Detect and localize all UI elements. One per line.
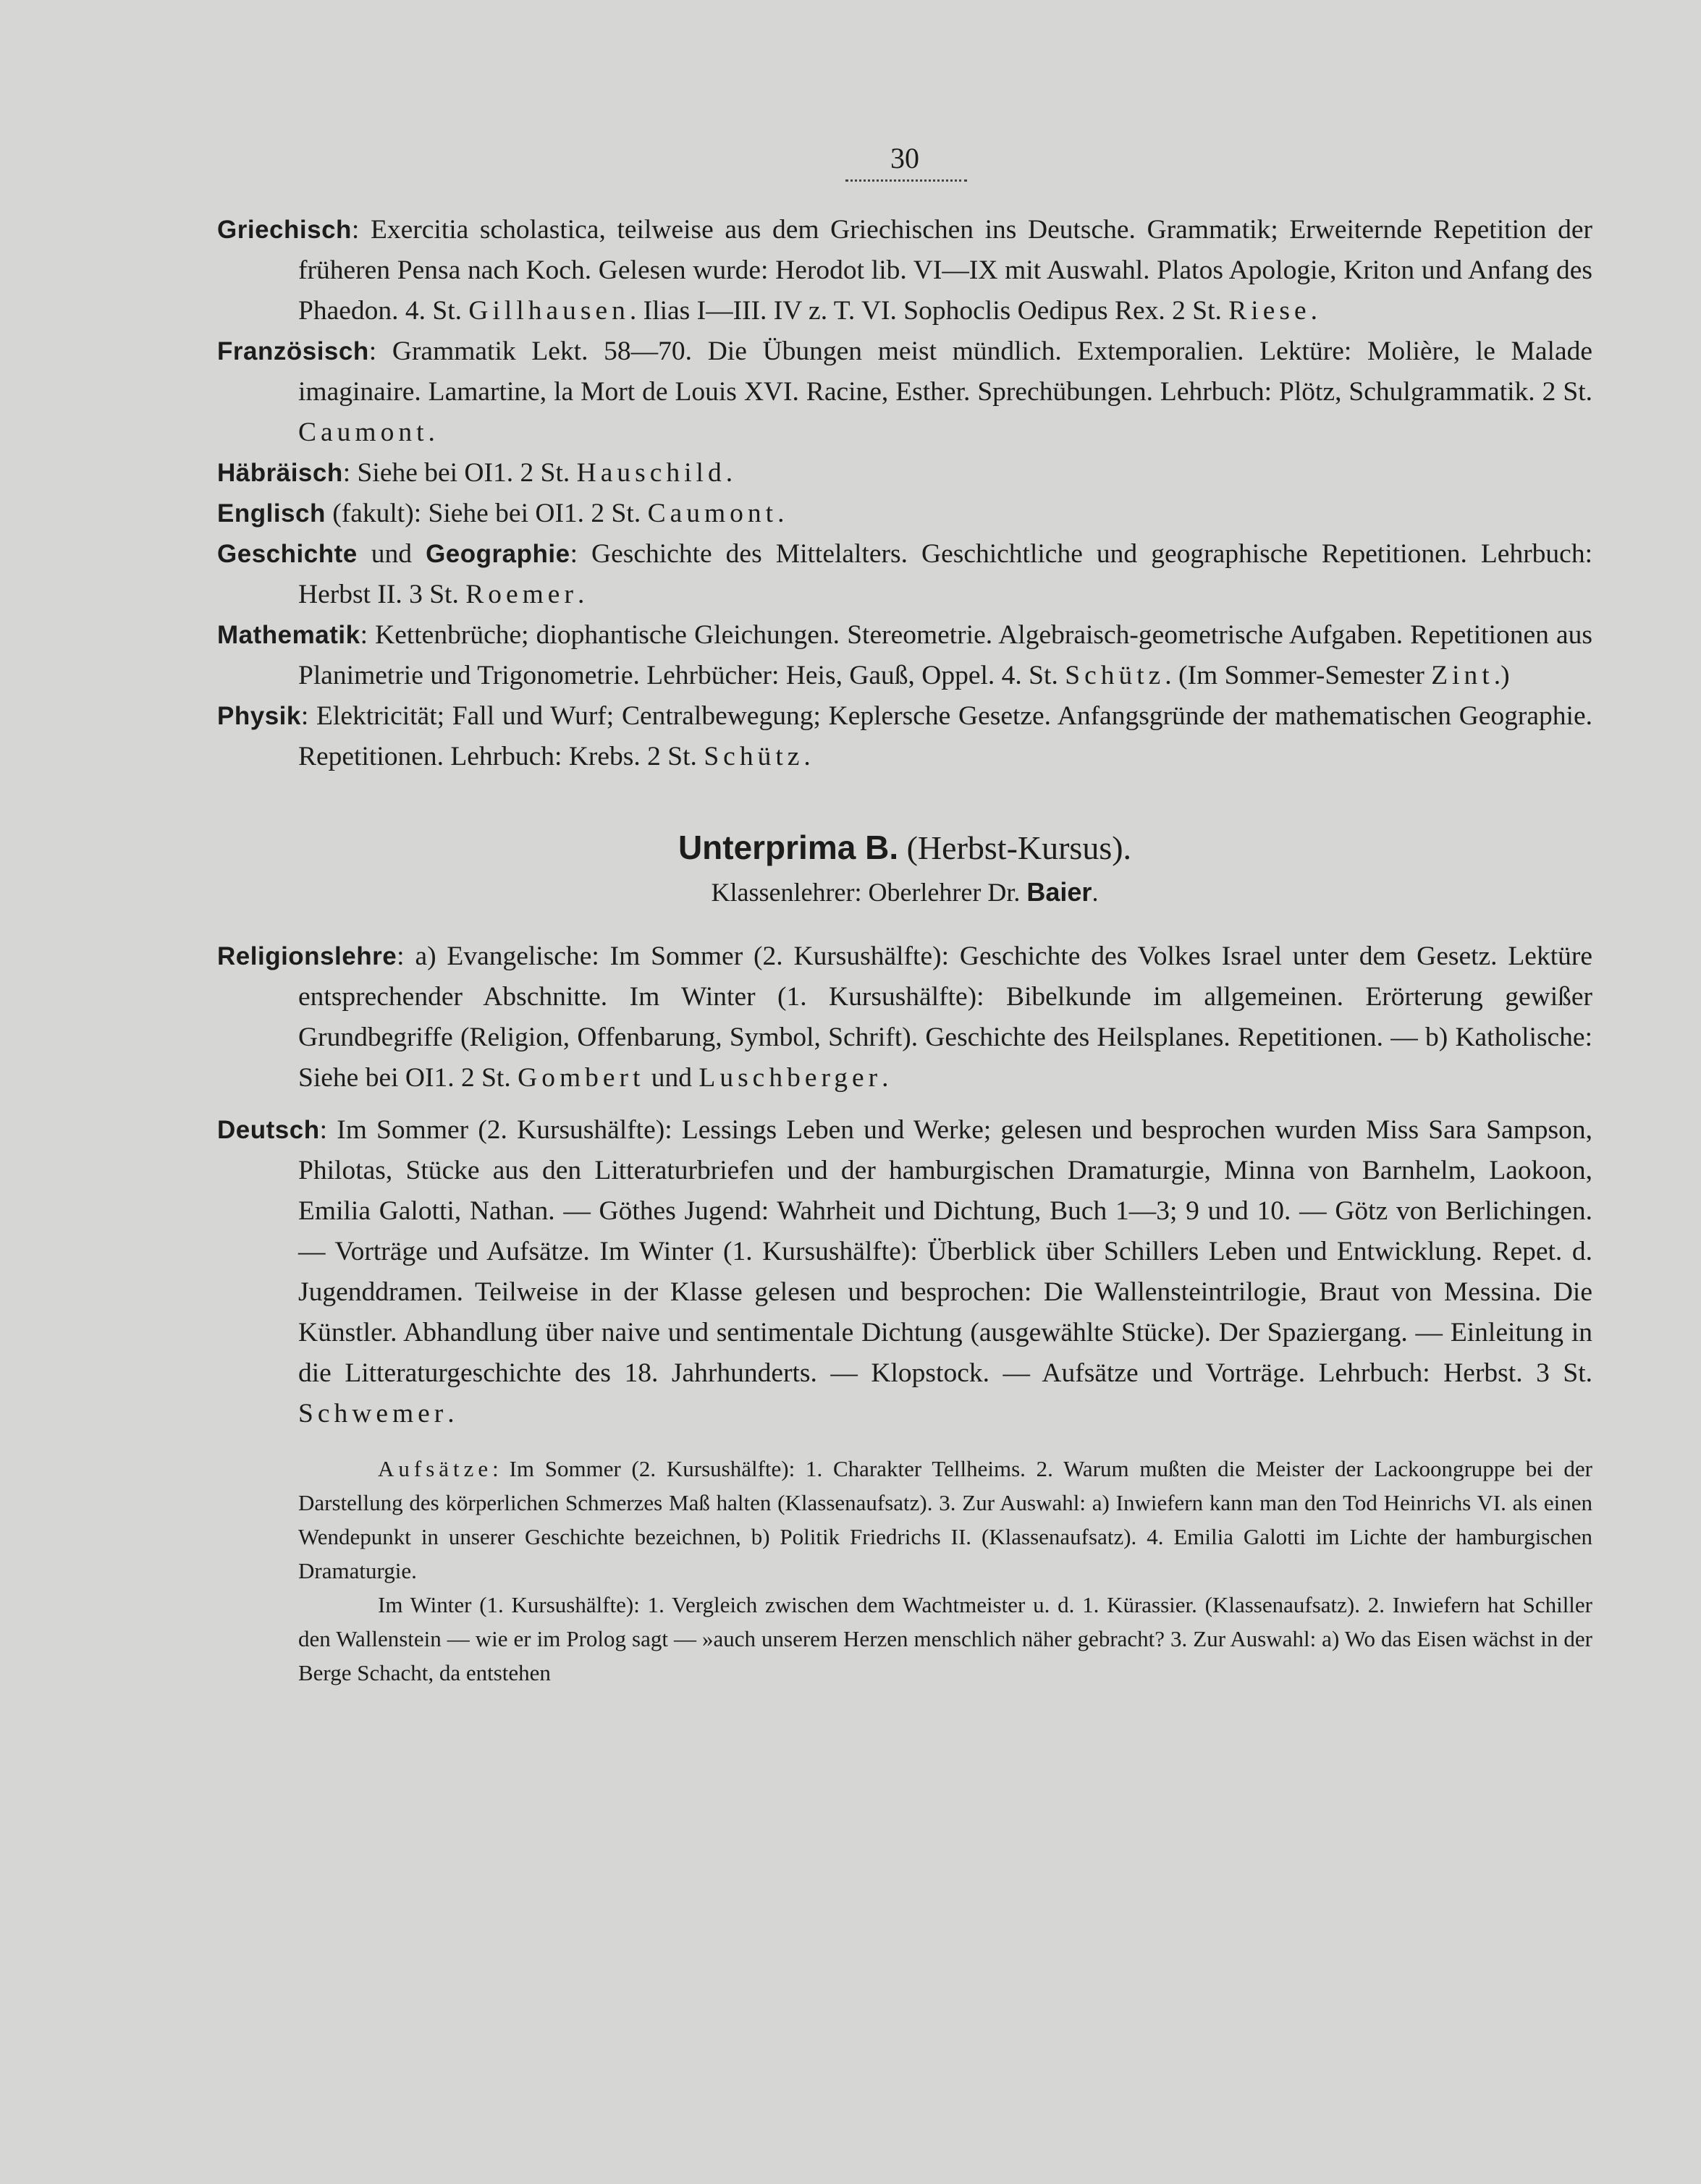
entry-end: . <box>577 580 585 609</box>
entry-text: und <box>644 1063 699 1093</box>
entry-end: . <box>777 499 785 528</box>
subject-label: Englisch <box>217 499 326 528</box>
essay-text: : Im Sommer (2. Kursushälfte): 1. Charakter Tellheims. 2. Warum mußten die Meister der Lackoongruppe bei der Darstellung des körperlichen Schmerzes Maß halten (Klassenaufsatz). 3. Zur Auswahl: a) Inwiefern kann man den Tod Heinrichs VI. als einen Wendepunkt in unserer Geschichte bezeichnen, b) Politik Friedrichs II. (Klassenaufsatz). 4. Emilia Galotti im Lichte der hamburgischen Dramaturgie. <box>298 1456 1592 1583</box>
entry-religionslehre <box>217 936 1592 1099</box>
essay-label: Aufsätze <box>378 1456 493 1481</box>
class-teacher-label: Klassenlehrer: Oberlehrer Dr. <box>711 878 1027 907</box>
entry-hebraeisch <box>217 453 1592 494</box>
entry-text: . Ilias I—III. IV z. T. VI. Sophoclis Oedipus Rex. 2 St. <box>629 296 1229 326</box>
essay-topics <box>298 1452 1592 1690</box>
teacher-name: Gillhausen <box>468 296 630 326</box>
entry-deutsch <box>217 1110 1592 1434</box>
teacher-name: Caumont <box>298 418 429 447</box>
teacher-name: Schütz <box>704 742 804 771</box>
entry-end: . <box>447 1399 455 1429</box>
entry-text: : a) Evangelische: Im Sommer (2. Kursushälfte): Geschichte des Volkes Israel unter dem Gesetz. Lektüre entsprechender Abschnitte. Im Winter (1. Kursushälfte): Bibelkunde im allgemeinen. Erörterung gewißer Grundbegriffe (Religion, Offenbarung, Symbol, Schrift). Geschichte des Heilsplanes. Repetitionen. — b) Katholische: Siehe bei OI1. 2 St. <box>298 941 1592 1093</box>
subject-label: Mathematik <box>217 621 360 649</box>
essay-topics-summer <box>298 1452 1592 1588</box>
entry-text: : Kettenbrüche; diophantische Gleichungen. Stereometrie. Algebraisch-geometrische Aufgaben. Repetitionen aus Planimetrie und Trigonometrie. Lehrbücher: Heis, Gauß, Oppel. 4. St. <box>298 620 1592 690</box>
subject-label: Physik <box>217 702 301 730</box>
entry-end: . <box>725 458 733 488</box>
teacher-name: Caumont <box>647 499 778 528</box>
entry-text: : Im Sommer (2. Kursushälfte): Lessings Leben und Werke; gelesen und besprochen wurden Miss Sara Sampson, Philotas, Stücke aus den Litteraturbriefen und der hamburgischen Dramaturgie, Minna von Barnhelm, Laokoon, Emilia Galotti, Nathan. — Göthes Jugend: Wahrheit und Dichtung, Buch 1—3; 9 und 10. — Götz von Berlichingen. — Vorträge und Aufsätze. Im Winter (1. Kursushälfte): Überblick über Schillers Leben und Entwicklung. Repet. d. Jugenddramen. Teilweise in der Klasse gelesen und besprochen: Die Wallensteintrilogie, Braut von Messina. Die Künstler. Abhandlung über naive und sentimentale Dichtung (ausgewählte Stücke). Der Spaziergang. — Einleitung in die Litteraturgeschichte des 18. Jahrhunderts. — Klopstock. — Aufsätze und Vorträge. Lehrbuch: Herbst. 3 St. <box>298 1115 1592 1388</box>
text-column <box>217 210 1592 1690</box>
page-number: 30 <box>890 142 919 174</box>
entry-text: : Elektricität; Fall und Wurf; Centralbewegung; Keplersche Gesetze. Anfangsgründe der mathematischen Geographie. Repetitionen. Lehrbuch: Krebs. 2 St. <box>298 701 1592 771</box>
section-heading <box>217 828 1592 867</box>
teacher-name: Schütz <box>1065 661 1165 690</box>
entry-englisch <box>217 494 1592 534</box>
entry-mathematik <box>217 615 1592 696</box>
class-teacher-end: . <box>1092 878 1099 907</box>
subject-label: Geschichte <box>217 540 358 568</box>
entry-text: : Exercitia scholastica, teilweise aus dem Griechischen ins Deutsche. Grammatik; Erweiternde Repetition der früheren Pensa nach Koch. Gelesen wurde: Herodot lib. VI—IX mit Auswahl. Platos Apologie, Kriton und Anfang des Phaedon. 4. St. <box>298 215 1592 326</box>
teacher-name: Luschberger <box>698 1063 882 1093</box>
entry-end: . <box>1310 296 1317 326</box>
teacher-name: Roemer <box>465 580 578 609</box>
entry-text: : Grammatik Lekt. 58—70. Die Übungen meist mündlich. Extemporalien. Lektüre: Molière, le Malade imaginaire. Lamartine, la Mort de Louis XVI. Racine, Esther. Sprechübungen. Lehrbuch: Plötz, Schulgrammatik. 2 St. <box>298 337 1592 407</box>
subject-label: Griechisch <box>217 216 352 244</box>
teacher-name: Hauschild <box>576 458 726 488</box>
page-number-rule <box>845 179 967 182</box>
class-teacher-line <box>217 877 1592 907</box>
teacher-name: Schwemer <box>298 1399 448 1429</box>
subject-label: Geographie <box>426 540 570 568</box>
entry-text: und <box>357 539 426 569</box>
entry-end: . <box>803 742 811 771</box>
teacher-name: Zint <box>1431 661 1494 690</box>
class-teacher-name: Baier <box>1026 877 1092 907</box>
section-subtitle: (Herbst-Kursus). <box>898 829 1132 866</box>
entry-text: : Siehe bei OI1. 2 St. <box>342 458 577 488</box>
teacher-name: Riese <box>1228 296 1311 326</box>
section-title: Unterprima B. <box>678 829 899 866</box>
subject-label: Religionslehre <box>217 942 397 970</box>
entry-end: . <box>882 1063 889 1093</box>
entry-end: . <box>428 418 435 447</box>
entry-griechisch <box>217 210 1592 331</box>
essay-topics-winter <box>298 1588 1592 1690</box>
entry-text: (fakult): Siehe bei OI1. 2 St. <box>325 499 648 528</box>
entry-franzoesisch <box>217 331 1592 453</box>
essay-text: Im Winter (1. Kursushälfte): 1. Vergleich zwischen dem Wachtmeister u. d. 1. Kürassier. (Klassenaufsatz). 2. Inwiefern hat Schiller den Wallenstein — wie er im Prolog sagt — »auch unserem Herzen menschlich näher gebracht? 3. Zur Auswahl: a) Wo das Eisen wächst in der Berge Schacht, da entstehen <box>298 1592 1592 1685</box>
subject-label: Häbräisch <box>217 459 343 487</box>
subject-label: Französisch <box>217 337 369 365</box>
entry-physik <box>217 696 1592 777</box>
entry-end: .) <box>1493 661 1510 690</box>
teacher-name: Gombert <box>518 1063 645 1093</box>
entry-text: : Geschichte des Mittelalters. Geschichtliche und geographische Repetitionen. Lehrbuch: Herbst II. 3 St. <box>298 539 1592 609</box>
spacer <box>217 1099 1592 1110</box>
entry-geschichte <box>217 534 1592 615</box>
entry-text: . (Im Sommer-Semester <box>1165 661 1432 690</box>
subject-label: Deutsch <box>217 1116 320 1144</box>
